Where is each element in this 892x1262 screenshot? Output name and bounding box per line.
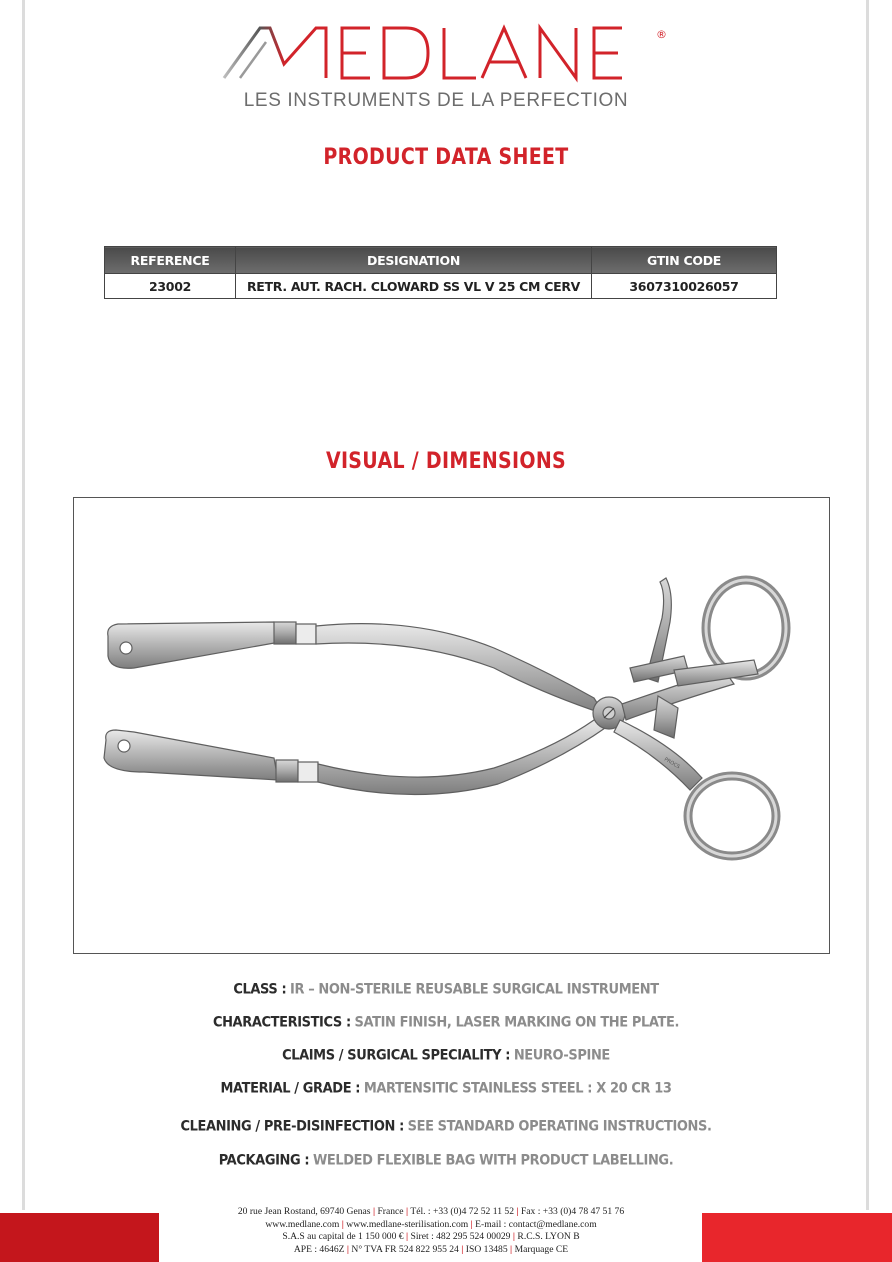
footer-contact	[160, 1206, 702, 1256]
retractor-image	[74, 498, 829, 953]
footer-fax: Fax : +33 (0)4 78 47 51 76	[520, 1206, 625, 1217]
spec-cleaning-value: SEE STANDARD OPERATING INSTRUCTIONS.	[407, 1118, 712, 1135]
footer-line-registration: APE : 4646Z | N° TVA FR 524 822 955 24 | ISO 13485 | Marquage CE	[293, 1243, 569, 1255]
footer-country: France	[377, 1206, 404, 1217]
laser-marking: PROCS	[663, 756, 681, 771]
footer-capital: S.A.S au capital de 1 150 000 €	[282, 1231, 404, 1242]
footer-phone: Tél. : +33 (0)4 72 52 11 52	[410, 1206, 514, 1217]
spec-characteristics-label: CHARACTERISTICS :	[212, 1014, 351, 1031]
footer-vat: N° TVA FR 524 822 955 24	[351, 1243, 459, 1255]
footer-address: 20 rue Jean Rostand, 69740 Genas	[237, 1206, 371, 1217]
spec-packaging	[0, 1152, 892, 1169]
cell-reference: 23002	[105, 274, 236, 299]
instrument-visual-frame	[73, 497, 830, 954]
footer-line-web: www.medlane.com | www.medlane-sterilisation.com | E-mail : contact@medlane.com	[265, 1218, 597, 1230]
spec-cleaning	[0, 1118, 892, 1135]
brand-tagline: LES INSTRUMENTS DE LA PERFECTION	[243, 90, 629, 111]
spec-material-label: MATERIAL / GRADE :	[220, 1080, 361, 1097]
footer-siret: Siret : 482 295 524 00029	[410, 1231, 511, 1242]
footer-sterilisation-link[interactable]: www.medlane-sterilisation.com	[346, 1218, 469, 1230]
spec-claims-label: CLAIMS / SURGICAL SPECIALITY :	[282, 1047, 511, 1064]
spec-packaging-value: WELDED FLEXIBLE BAG WITH PRODUCT LABELLING.	[312, 1152, 674, 1169]
registered-mark: ®	[656, 28, 667, 41]
footer-line-address: 20 rue Jean Rostand, 69740 Genas | France | Tél. : +33 (0)4 72 52 11 52 | Fax : +33 (0)4 78 47 51 76	[237, 1206, 625, 1217]
spec-cleaning-label: CLEANING / PRE-DISINFECTION :	[180, 1118, 404, 1135]
product-data-sheet-title: PRODUCT DATA SHEET	[323, 144, 569, 170]
spec-material-value: MARTENSITIC STAINLESS STEEL : X 20 CR 13	[363, 1080, 672, 1097]
footer-red-bar-right	[702, 1213, 892, 1262]
cell-designation: RETR. AUT. RACH. CLOWARD SS VL V 25 CM CERV	[236, 274, 592, 299]
footer-website-link[interactable]: www.medlane.com	[265, 1218, 340, 1230]
spec-claims	[0, 1047, 892, 1064]
footer-ape: APE : 4646Z	[293, 1243, 345, 1255]
visual-dimensions-title: VISUAL / DIMENSIONS	[325, 448, 567, 474]
footer-red-bar-left	[0, 1213, 159, 1262]
spec-class	[0, 981, 892, 998]
cell-gtin-code: 3607310026057	[592, 274, 777, 299]
reference-table	[104, 246, 777, 299]
footer-ce-marking: Marquage CE	[514, 1243, 569, 1255]
spec-characteristics-value: SATIN FINISH, LASER MARKING ON THE PLATE.	[354, 1014, 680, 1031]
footer-email-link[interactable]: E-mail : contact@medlane.com	[475, 1218, 597, 1230]
spec-claims-value: NEURO-SPINE	[513, 1047, 610, 1064]
spec-class-value: IR – NON-STERILE REUSABLE SURGICAL INSTRUMENT	[290, 981, 659, 998]
table-row	[105, 274, 777, 299]
header-gtin-code: GTIN CODE	[592, 247, 777, 274]
spec-packaging-label: PACKAGING :	[218, 1152, 310, 1169]
medlane-logo	[220, 22, 680, 86]
header-reference: REFERENCE	[105, 247, 236, 274]
header-designation: DESIGNATION	[236, 247, 592, 274]
reference-table-header	[105, 247, 777, 274]
logo-text: MEDLANE	[220, 22, 225, 23]
footer-rcs: R.C.S. LYON B	[517, 1231, 580, 1242]
footer-line-company: S.A.S au capital de 1 150 000 € | Siret : 482 295 524 00029 | R.C.S. LYON B	[282, 1231, 580, 1242]
spec-material	[0, 1080, 892, 1097]
footer-iso: ISO 13485	[465, 1243, 508, 1255]
spec-class-label: CLASS :	[233, 981, 287, 998]
spec-characteristics	[0, 1014, 892, 1031]
